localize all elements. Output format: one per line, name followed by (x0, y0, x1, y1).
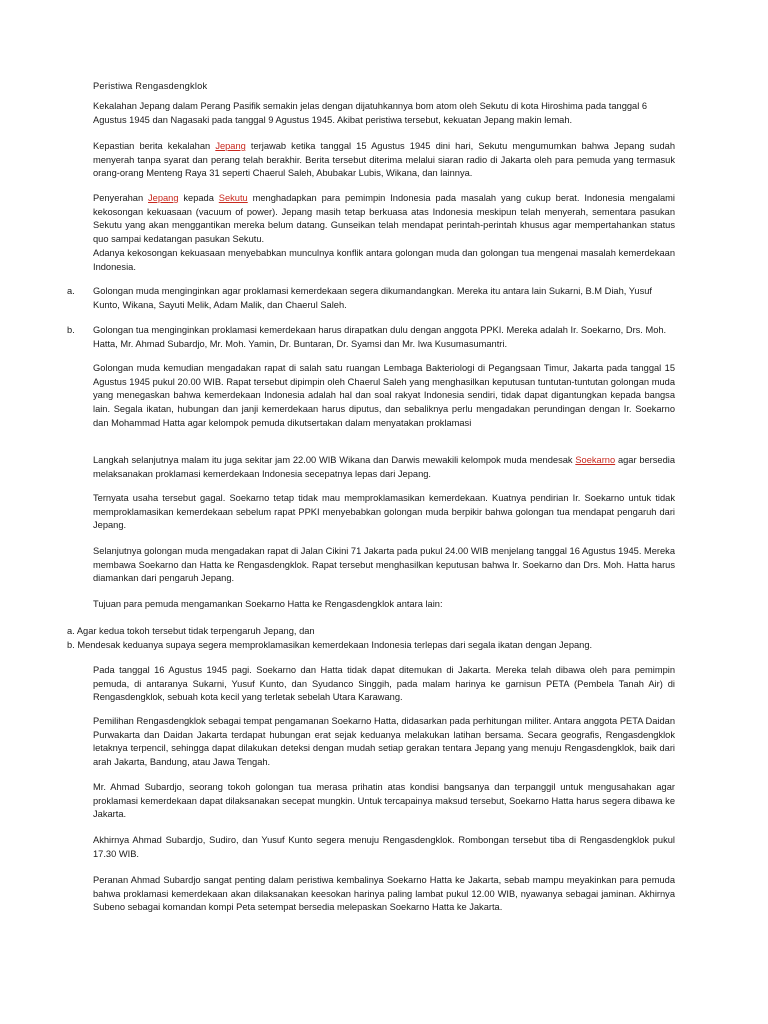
paragraph-1: Kekalahan Jepang dalam Perang Pasifik semakin jelas dengan dijatuhkannya bom atom oleh Sekutu di kota Hiroshima pada tanggal 6 Agustus 1945 dan Nagasaki pada tanggal 9 Agustus 1945. Akibat peristiwa tersebut, kekuatan Jepang makin lemah. (93, 101, 648, 125)
paragraph-13: Peranan Ahmad Subardjo sangat penting dalam peristiwa kembalinya Soekarno Hatta ke Jakarta, sebab mampu meyakinkan para pemuda bahwa proklamasi kemerdekaan akan dilaksanakan keesokan harinya paling lambat pukul 12.00 WIB, nyawanya sebagai jaminan. Akhirnya Subeno sebagai komandan kompi Peta setempat bersedia melepaskan Soekarno Hatta ke Jakarta. (93, 875, 675, 913)
paragraph-7: Selanjutnya golongan muda mengadakan rapat di Jalan Cikini 71 Jakarta pada pukul 24.00 WIB menjelang tanggal 16 Agustus 1945. Mereka membawa Soekarno dan Hatta ke Rengasdengklok. Rapat tersebut menghasilkan keputusan bahwa Ir. Soekarno dan Drs. Moh. Hatta harus diamankan dari pengaruh Jepang. (93, 546, 675, 584)
list-item-golongan-muda (67, 285, 675, 312)
list-item-text: Golongan tua menginginkan proklamasi kemerdekaan harus dirapatkan dulu dengan anggota PPKI. Mereka adalah Ir. Soekarno, Drs. Moh. Hatta, Mr. Ahmad Subardjo, Mr. Moh. Yamin, Dr. Buntaran, Dr. Syamsi dan Mr. Iwa Kusumasumantri. (93, 325, 667, 349)
p2-text-a: Kepastian berita kekalahan (93, 141, 216, 151)
list-item-tujuan-b: b. Mendesak keduanya supaya segera memproklamasikan kemerdekaan Indonesia terlepas dari segala ikatan dengan Jepang. (67, 640, 593, 650)
paragraph-10: Pemilihan Rengasdengklok sebagai tempat pengamanan Soekarno Hatta, didasarkan pada perhitungan militer. Antara anggota PETA Daidan Purwakarta dan Daidan Jakarta terdapat hubungan erat sejak keduanya melakukan latihan bersama. Secara geografis, Rengasdengklok letaknya terpencil, sehingga dapat dilakukan deteksi dengan mudah setiap gerakan tentara Jepang yang menuju Rengasdengklok, baik dari arah Jakarta, Bandung, atau Jawa Tengah. (93, 716, 675, 768)
paragraph-9: Pada tanggal 16 Agustus 1945 pagi. Soekarno dan Hatta tidak dapat ditemukan di Jakarta. Mereka telah dibawa oleh para pemimpin pemuda, di antaranya Sukarni, Yusuf Kunto, dan Syudanco Singgih, pada malam harinya ke garnisun PETA (Pembela Tanah Air) di Rengasdengklok, sebuah kota kecil yang terletak sebelah Utara Karawang. (93, 665, 675, 703)
link-jepang[interactable]: Jepang (215, 141, 246, 151)
p2-text-b: terjawab ketika tanggal 15 Agustus 1945 dini hari, Sekutu mengumumkan bahwa Jepang sudah menyerah tanpa syarat dan perang telah berakhir. Berita tersebut diterima melalui siaran radio di Jakarta oleh para pemuda yang termasuk orang-orang Menteng Raya 31 seperti Chaerul Saleh, Abubakar Lubis, Wikana, dan lainnya. (93, 141, 675, 179)
link-jepang-2[interactable]: Jepang (148, 193, 179, 203)
list-marker-a: a. (67, 286, 75, 296)
paragraph-5 (93, 454, 675, 481)
link-soekarno[interactable]: Soekarno (575, 455, 616, 465)
list-marker-b: b. (67, 325, 75, 335)
p3-text-c: menghadapkan para pemimpin Indonesia pada masalah yang cukup berat. Indonesia mengalami kekosongan kekuasaan (vacuum of power). Jepang masih tetap berkuasa atas Indonesia meskipun telah menyerah, sementara pasukan Sekutu yang akan menggantikan mereka belum datang. Gunseikan telah mendapat perintah-perintah khusus agar mempertahankan status quo sampai kedatangan pasukan Sekutu. (93, 193, 675, 245)
paragraph-8: Tujuan para pemuda mengamankan Soekarno Hatta ke Rengasdengklok antara lain: (93, 599, 443, 609)
paragraph-12: Akhirnya Ahmad Subardjo, Sudiro, dan Yusuf Kunto segera menuju Rengasdengklok. Rombongan tersebut tiba di Rengasdengklok pukul 17.30 WIB. (93, 835, 675, 859)
p5-text-a: Langkah selanjutnya malam itu juga sekitar jam 22.00 WIB Wikana dan Darwis mewakili kelompok muda mendesak (93, 455, 576, 465)
list-item-tujuan-a: a. Agar kedua tokoh tersebut tidak terpengaruh Jepang, dan (67, 626, 315, 636)
paragraph-2 (93, 140, 675, 181)
link-sekutu[interactable]: Sekutu (218, 193, 248, 203)
paragraph-6: Ternyata usaha tersebut gagal. Soekarno tetap tidak mau memproklamasikan kemerdekaan. Kuatnya pendirian Ir. Soekarno untuk tidak memproklamasikan kemerdekaan sebelum rapat PPKI menyebabkan golongan muda berpikir bahwa golongan tua mendapat pengaruh dari Jepang. (93, 493, 675, 531)
doc-title: Peristiwa Rengasdengklok (93, 81, 208, 91)
p3-text-d: Adanya kekosongan kekuasaan menyebabkan munculnya konflik antara golongan muda dan golongan tua mengenai masalah kemerdekaan Indonesia. (93, 247, 675, 272)
paragraph-11: Mr. Ahmad Subardjo, seorang tokoh golongan tua merasa prihatin atas kondisi bangsanya dan terpanggil untuk mengusahakan agar proklamasi kemerdekaan dapat dilaksanakan secepat mungkin. Untuk tercapainya maksud tersebut, Soekarno Hatta harus segera dibawa ke Jakarta. (93, 782, 675, 820)
list-item-text: Golongan muda menginginkan agar proklamasi kemerdekaan segera dikumandangkan. Mereka itu antara lain Sukarni, B.M Diah, Yusuf Kunto, Wikana, Sayuti Melik, Adam Malik, dan Chaerul Saleh. (93, 286, 652, 310)
p5-text-b: agar bersedia melaksanakan proklamasi kemerdekaan Indonesia secepatnya lepas dari Jepang. (93, 455, 676, 479)
list-item-golongan-tua (67, 324, 675, 351)
paragraph-4: Golongan muda kemudian mengadakan rapat di salah satu ruangan Lembaga Bakteriologi di Pegangsaan Timur, Jakarta pada tanggal 15 Agustus 1945 pukul 20.00 WIB. Rapat tersebut dipimpin oleh Chaerul Saleh yang menghasilkan keputusan tuntutan-tuntutan golongan muda yang menegaskan bahwa kemerdekaan Indonesia adalah hal dan soal rakyat Indonesia sendiri, tidak dapat digantungkan kepada bangsa lain. Segala ikatan, hubungan dan janji kemerdekaan harus diputus, dan sebaliknya perlu mengadakan perundingan dengan Ir. Soekarno dan Mohammad Hatta agar kelompok pemuda dikutsertakan dalam menyatakan proklamasi (93, 363, 675, 428)
paragraph-3 (93, 192, 675, 274)
p3-text-a: Penyerahan (93, 193, 149, 203)
p3-text-b: kepada (178, 193, 219, 203)
